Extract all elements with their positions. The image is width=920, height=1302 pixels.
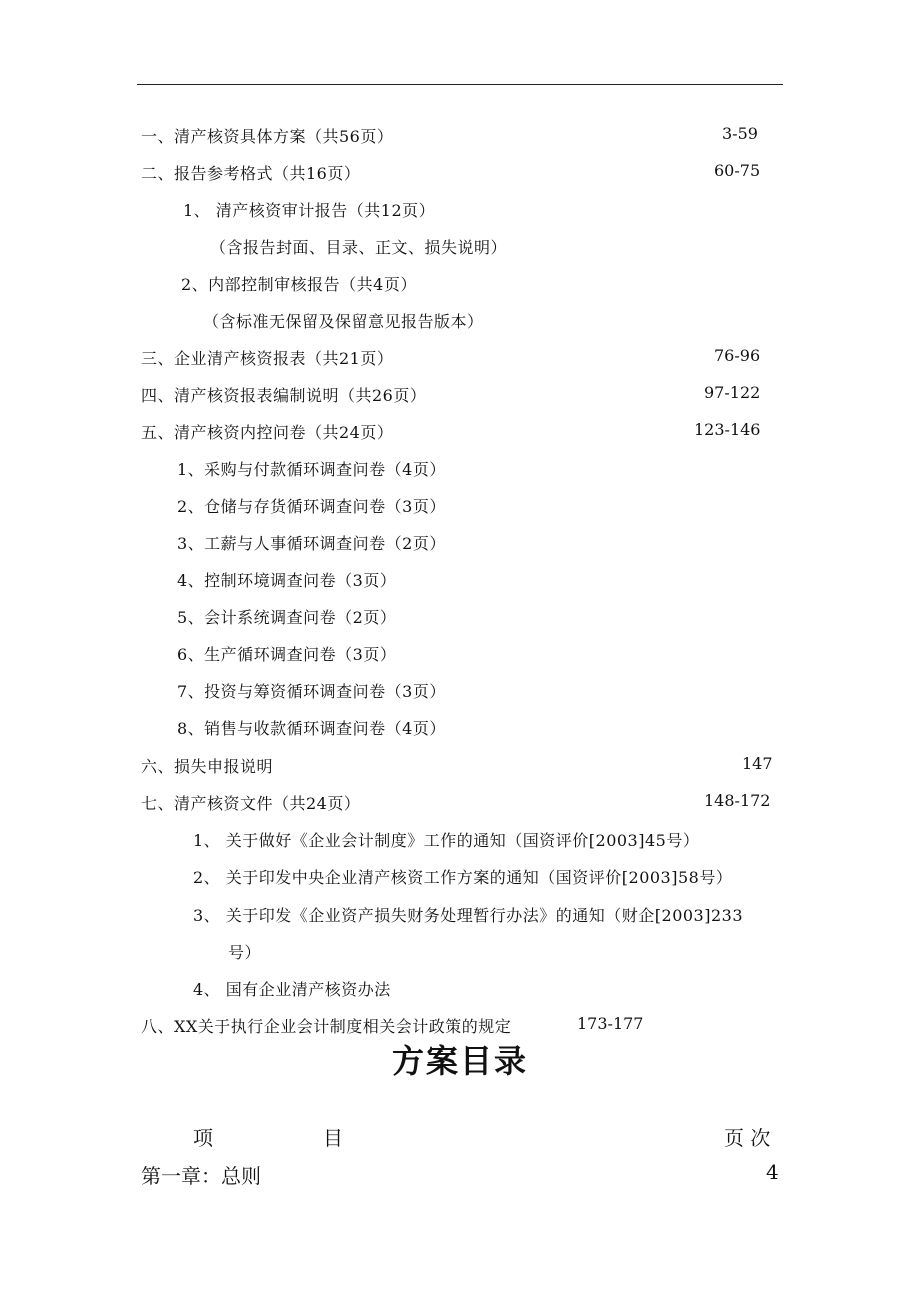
- toc-sub-5-2: 2、仓储与存货循环调查问卷（3页）: [177, 497, 446, 516]
- plan-col-page: 页 次: [724, 1126, 771, 1150]
- toc-entry-4: 四、清产核资报表编制说明（共26页）: [141, 386, 427, 405]
- toc-sub-5-6: 6、生产循环调查问卷（3页）: [177, 645, 397, 664]
- toc-sub-2-1: 1、 清产核资审计报告（共12页）: [183, 201, 436, 220]
- toc-sub-5-4: 4、控制环境调查问卷（3页）: [177, 571, 397, 590]
- toc-entry-8-page: 173-177: [577, 1014, 644, 1033]
- toc-entry-1: 一、清产核资具体方案（共56页）: [141, 127, 394, 146]
- toc-sub-7-1: 1、 关于做好《企业会计制度》工作的通知（国资评价[2003]45号）: [193, 831, 700, 850]
- toc-entry-5-page: 123-146: [694, 420, 761, 439]
- plan-col-item-2: 目: [323, 1126, 343, 1150]
- toc-sub-5-3: 3、工薪与人事循环调查问卷（2页）: [177, 534, 446, 553]
- top-rule: [137, 84, 783, 85]
- toc-sub-2-2: 2、内部控制审核报告（共4页）: [181, 275, 417, 294]
- toc-sub-5-8: 8、销售与收款循环调查问卷（4页）: [177, 719, 446, 738]
- toc-sub-5-5: 5、会计系统调查问卷（2页）: [177, 608, 397, 627]
- toc-entry-3: 三、企业清产核资报表（共21页）: [141, 349, 394, 368]
- toc-sub-2-1-note: （含报告封面、目录、正文、损失说明）: [210, 238, 508, 257]
- toc-sub-5-1: 1、采购与付款循环调查问卷（4页）: [177, 460, 446, 479]
- toc-sub-7-2: 2、 关于印发中央企业清产核资工作方案的通知（国资评价[2003]58号）: [193, 868, 733, 887]
- plan-col-item-1: 项: [193, 1126, 213, 1150]
- toc-entry-7-page: 148-172: [704, 791, 771, 810]
- toc-entry-7: 七、清产核资文件（共24页）: [141, 794, 361, 813]
- plan-title: 方案目录: [391, 1042, 528, 1080]
- toc-sub-7-3-cont: 号）: [228, 943, 262, 962]
- toc-sub-5-7: 7、投资与筹资循环调查问卷（3页）: [177, 682, 446, 701]
- toc-sub-2-2-note: （含标准无保留及保留意见报告版本）: [203, 312, 484, 331]
- plan-row-chapter-1-page: 4: [766, 1160, 779, 1184]
- toc-entry-5: 五、清产核资内控问卷（共24页）: [141, 423, 394, 442]
- toc-entry-2: 二、报告参考格式（共16页）: [141, 164, 361, 183]
- toc-sub-7-4: 4、 国有企业清产核资办法: [193, 980, 391, 999]
- plan-row-chapter-1: 第一章：总则: [141, 1164, 261, 1188]
- toc-entry-1-page: 3-59: [722, 124, 758, 143]
- toc-entry-6: 六、损失申报说明: [141, 757, 274, 776]
- toc-entry-4-page: 97-122: [704, 383, 761, 402]
- toc-sub-7-3: 3、 关于印发《企业资产损失财务处理暂行办法》的通知（财企[2003]233: [193, 906, 744, 925]
- toc-entry-3-page: 76-96: [714, 346, 761, 365]
- toc-entry-6-page: 147: [742, 754, 773, 773]
- toc-entry-2-page: 60-75: [714, 161, 761, 180]
- toc-entry-8: 八、XX关于执行企业会计制度相关会计政策的规定: [141, 1017, 512, 1036]
